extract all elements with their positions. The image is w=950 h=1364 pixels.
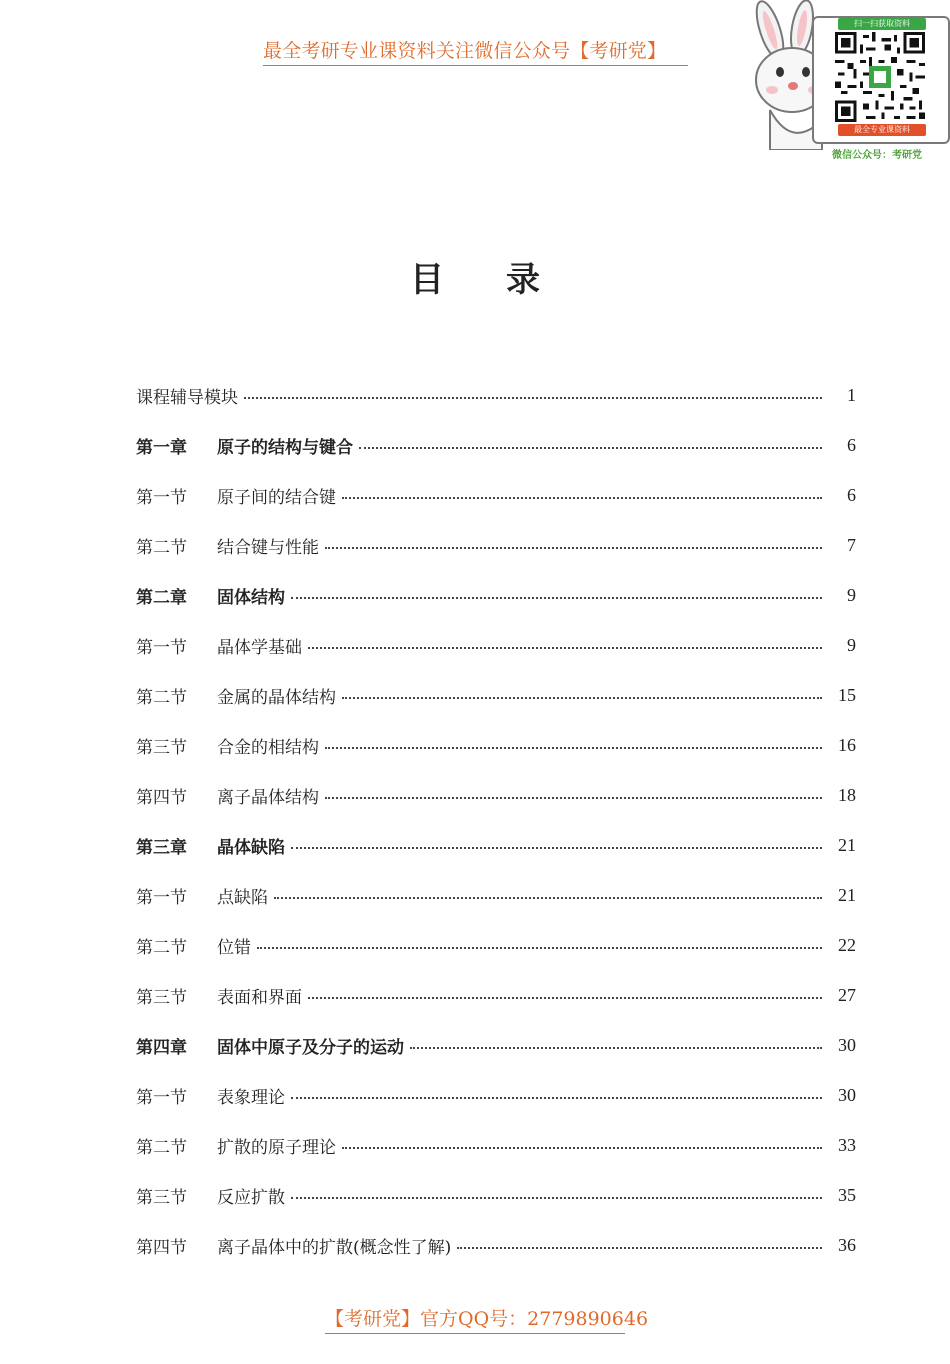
toc-entry-number: 第四节 [136, 787, 187, 808]
toc-entry-label [136, 1033, 404, 1058]
toc-section-row[interactable] [136, 920, 856, 970]
toc-entry-label [136, 883, 268, 908]
toc-page-number: 1 [847, 384, 856, 405]
toc-page-number: 7 [847, 534, 856, 555]
toc-entry-number: 第二节 [136, 687, 187, 708]
toc-section-row[interactable] [136, 770, 856, 820]
toc-entry-label [136, 1233, 451, 1258]
dot-leader [325, 547, 822, 549]
toc-entry-label [136, 933, 251, 958]
toc-entry-label [136, 833, 285, 858]
toc-section-row[interactable] [136, 1120, 856, 1170]
dot-leader [342, 1147, 822, 1149]
page-title: 目录 [410, 260, 602, 300]
toc-page-number: 6 [847, 434, 856, 455]
toc-entry-label [136, 733, 319, 758]
toc-section-row[interactable] [136, 970, 856, 1020]
toc-page-number: 21 [838, 834, 856, 855]
dot-leader [291, 597, 822, 599]
toc-section-row[interactable] [136, 1170, 856, 1220]
toc-section-row[interactable] [136, 720, 856, 770]
qr-bottom-label: 最全专业课资料 [838, 124, 926, 136]
dot-leader [291, 1097, 822, 1099]
toc-entry-number: 第一节 [136, 887, 187, 908]
toc-page-number: 35 [838, 1184, 856, 1205]
toc-page-number: 27 [838, 984, 856, 1005]
toc-page-number: 36 [838, 1234, 856, 1255]
toc-chapter-row[interactable] [136, 820, 856, 870]
qr-code-icon [834, 32, 926, 122]
toc-entry-number: 第一节 [136, 1087, 187, 1108]
toc-page-number: 6 [847, 484, 856, 505]
dot-leader [274, 897, 822, 899]
header-promo-text: 最全考研专业课资料关注微信公众号【考研党】 [263, 36, 688, 66]
toc-entry-number: 第三章 [136, 837, 187, 858]
toc-entry-label [136, 383, 238, 408]
toc-entry-label [136, 483, 336, 508]
toc-entry-number: 第三节 [136, 987, 187, 1008]
dot-leader [308, 997, 822, 999]
toc-page-number: 33 [838, 1134, 856, 1155]
toc-chapter-row[interactable] [136, 570, 856, 620]
table-of-contents [136, 370, 856, 1270]
toc-section-row[interactable] [136, 670, 856, 720]
toc-entry-number: 第一章 [136, 437, 187, 458]
dot-leader [325, 797, 822, 799]
toc-entry-label [136, 433, 353, 458]
qr-top-label: 扫一扫获取资料 [838, 18, 926, 30]
toc-entry-label [136, 1083, 285, 1108]
toc-section-row[interactable] [136, 1220, 856, 1270]
toc-entry-label [136, 1183, 285, 1208]
dot-leader [244, 397, 822, 399]
toc-entry-number: 第三节 [136, 737, 187, 758]
toc-page-number: 15 [838, 684, 856, 705]
dot-leader [457, 1247, 822, 1249]
toc-entry-title: 表面和界面 [217, 987, 302, 1008]
toc-entry-title: 表象理论 [217, 1087, 285, 1108]
toc-entry-number: 第二节 [136, 537, 187, 558]
toc-page-number: 30 [838, 1034, 856, 1055]
toc-entry-title: 晶体学基础 [217, 637, 302, 658]
toc-entry-label [136, 983, 302, 1008]
toc-entry-number: 第一节 [136, 637, 187, 658]
toc-entry-number: 第四节 [136, 1237, 187, 1258]
toc-entry-title: 原子的结构与键合 [217, 437, 353, 458]
toc-page-number: 22 [838, 934, 856, 955]
toc-entry-title: 合金的相结构 [217, 737, 319, 758]
dot-leader [308, 647, 822, 649]
toc-entry-label [136, 783, 319, 808]
dot-leader [291, 1197, 822, 1199]
dot-leader [342, 497, 822, 499]
toc-entry-label [136, 583, 285, 608]
toc-entry-number: 第二节 [136, 937, 187, 958]
toc-entry-title: 离子晶体结构 [217, 787, 319, 808]
toc-section-row[interactable] [136, 620, 856, 670]
promo-caption: 微信公众号：考研党 [832, 150, 922, 161]
dot-leader [257, 947, 822, 949]
toc-chapter-row[interactable] [136, 1020, 856, 1070]
toc-section-row[interactable] [136, 370, 856, 420]
dot-leader [359, 447, 822, 449]
toc-entry-number: 第一节 [136, 487, 187, 508]
toc-entry-title: 晶体缺陷 [217, 837, 285, 858]
toc-entry-title: 反应扩散 [217, 1187, 285, 1208]
toc-entry-label [136, 1133, 336, 1158]
toc-entry-title: 课程辅导模块 [136, 387, 238, 408]
toc-entry-number: 第三节 [136, 1187, 187, 1208]
toc-entry-number: 第二章 [136, 587, 187, 608]
toc-entry-title: 固体中原子及分子的运动 [217, 1037, 404, 1058]
toc-entry-title: 离子晶体中的扩散(概念性了解) [217, 1237, 452, 1258]
toc-page-number: 9 [847, 634, 856, 655]
toc-page-number: 21 [838, 884, 856, 905]
toc-page-number: 18 [838, 784, 856, 805]
toc-entry-title: 点缺陷 [217, 887, 268, 908]
toc-page-number: 30 [838, 1084, 856, 1105]
toc-entry-title: 金属的晶体结构 [217, 687, 336, 708]
dot-leader [291, 847, 822, 849]
toc-entry-title: 原子间的结合键 [217, 487, 336, 508]
toc-entry-label [136, 533, 319, 558]
toc-entry-title: 扩散的原子理论 [217, 1137, 336, 1158]
toc-entry-label [136, 633, 302, 658]
dot-leader [410, 1047, 822, 1049]
footer-promo-text: 【考研党】官方QQ号：2779890646 [325, 1304, 625, 1334]
toc-chapter-row[interactable] [136, 420, 856, 470]
toc-page-number: 9 [847, 584, 856, 605]
toc-entry-label [136, 683, 336, 708]
toc-entry-title: 位错 [217, 937, 251, 958]
toc-entry-title: 固体结构 [217, 587, 285, 608]
toc-section-row[interactable] [136, 870, 856, 920]
toc-section-row[interactable] [136, 470, 856, 520]
toc-section-row[interactable] [136, 1070, 856, 1120]
toc-entry-number: 第四章 [136, 1037, 187, 1058]
toc-entry-number: 第二节 [136, 1137, 187, 1158]
toc-entry-title: 结合键与性能 [217, 537, 319, 558]
toc-page-number: 16 [838, 734, 856, 755]
toc-section-row[interactable] [136, 520, 856, 570]
dot-leader [342, 697, 822, 699]
dot-leader [325, 747, 822, 749]
